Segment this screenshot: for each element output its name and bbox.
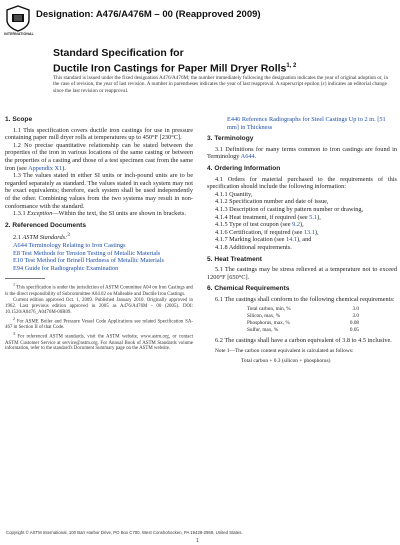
- designation: Designation: A476/A476M – 00 (Reapproved 2009): [36, 9, 261, 20]
- reference-item[interactable]: A644 Terminology Relating to Iron Castings: [13, 242, 126, 249]
- chemical-6-2: 6.2 The castings shall have a carbon equivalent of 3.8 to 4.5 inclusive.: [215, 337, 392, 345]
- astm-standards-label: 2.1 ASTM Standards:$^3$: [13, 232, 70, 242]
- footnote-divider: [5, 278, 45, 279]
- list-item: 4.1.8 Additional requirements.: [215, 243, 292, 251]
- reference-item[interactable]: E10 Test Method for Brinell Hardness of Metallic Materials: [13, 257, 164, 265]
- title-line1: Standard Specification for: [53, 47, 184, 59]
- list-item: 4.1.4 Heat treatment, if required (see 5.1),: [215, 213, 321, 221]
- logo-text: INTERNATIONAL: [4, 32, 34, 36]
- list-item: 4.1.3 Description of casting by pattern number or drawing,: [215, 205, 364, 213]
- page-title: [53, 47, 393, 75]
- right-column: [207, 116, 397, 364]
- chemical-6-1: 6.1 The castings shall conform to the following chemical requirements:: [215, 295, 395, 303]
- notice-text: This standard is issued under the fixed designation A476/A476M; the number immediately following the designation indicates the year of original adoption or, in the case of revision, the year of last revision. A number in parentheses indicates the year of last reapproval. A superscript epsilon (ε) indicates an editorial change since the last revision or reapproval.: [53, 75, 389, 94]
- title-superscript: 1, 2: [286, 62, 297, 69]
- table-row: Silicon, max, % 3.0: [247, 313, 359, 320]
- scope-1-3-1: 1.3.1 Exception—Within the text, the SI units are shown in brackets.: [13, 210, 186, 218]
- ordering-4-1: 4.1 Orders for material purchased to the requirements of this specification should include the following information:: [207, 175, 397, 191]
- note-1: Note 1—The carbon content equivalent is calculated as follows:: [215, 348, 354, 355]
- section-heading-scope: 1. Scope: [5, 116, 33, 123]
- heat-5-1: 5.1 The castings may be stress relieved at a temperature not to exceed 1200°F [650°C].: [207, 266, 397, 281]
- table-row: Phosphorus, max, % 0.08: [247, 320, 359, 327]
- terminology-link[interactable]: A644: [240, 153, 255, 161]
- terminology-3-1: 3.1 Definitions for many terms common to iron castings are found in Terminology A644.: [207, 145, 397, 161]
- scope-1-1: 1.1 This specification covers ductile iron castings for use in pressure containing paper mill dryer rolls at temperatures up to 450°F [230°C].: [5, 126, 193, 142]
- footnote-2: $^2$ For ASME Boiler and Pressure Vessel Code Applications see related Specification SA-467 in Section II of that Code.: [5, 315, 193, 331]
- table-row: Total carbon, min, % 3.0: [247, 306, 359, 313]
- list-item: 4.1.7 Marking location (see 14.1), and: [215, 236, 312, 244]
- list-item: 4.1.6 Certification, if required (see 13.1),: [215, 228, 319, 236]
- list-item: 4.1.1 Quantity,: [215, 190, 253, 198]
- list-item: 4.1.2 Specification number and date of issue,: [215, 198, 329, 206]
- reference-item[interactable]: E446 Reference Radiographs for Steel Castings Up to 2 in. [51 mm] in Thickness: [227, 116, 386, 131]
- copyright-footer: Copyright © ASTM International, 100 Barr Harbor Drive, PO Box C700, West Conshohocken, PA 19428-2959, United States.: [6, 530, 243, 535]
- section-heading-chemical: 6. Chemical Requirements: [207, 285, 290, 293]
- section-heading-terminology: 3. Terminology: [207, 135, 254, 143]
- carbon-equivalent-formula: Total carbon + 0.3 (silicon + phosphorus): [241, 357, 331, 364]
- footnote-3: $^3$ For referenced ASTM standards, visit the ASTM website, www.astm.org, or contact ASTM Customer Service at service@astm.org. For Annual Book of ASTM Standards volume information, refer to the standard's Document Summary page on the ASTM website.: [5, 330, 193, 352]
- chemical-requirements-table: [247, 306, 359, 334]
- page-number: 1: [196, 538, 199, 544]
- reference-item[interactable]: E94 Guide for Radiographic Examination: [13, 264, 119, 272]
- astm-logo-icon: [5, 5, 31, 32]
- section-heading-ordering: 4. Ordering Information: [207, 164, 281, 172]
- appendix-link[interactable]: Appendix X1: [28, 164, 63, 172]
- footnote-1: $^1$ This specification is under the jurisdiction of ASTM Committee A04 on Iron Castings and is the direct responsibility of Subcommittee A04.02 on Malleable and Ductile Iron Castings.: [5, 282, 194, 297]
- title-line2: Ductile Iron Castings for Paper Mill Dryer Rolls$^{1, 2}$: [53, 62, 297, 74]
- scope-1-3: 1.3 The values stated in either SI units or inch-pound units are to be regarded separately as standard. The values stated in each system may not be exact equivalents; therefore, each system shall be used independently of the other. Combining values from the two systems may result in non-conformance with the standard.: [5, 172, 193, 210]
- reference-item[interactable]: E8 Test Methods for Tension Testing of Metallic Materials: [13, 249, 161, 257]
- list-item: 4.1.5 Type of test coupon (see 9.2),: [215, 221, 304, 229]
- section-heading-referenced: 2. Referenced Documents: [5, 221, 86, 229]
- scope-1-2: 1.2 No precise quantitative relationship can be stated between the properties of the iron in various locations of the same casting or between the properties of a casting and those of a test specimen cast from the same iron (see Appendix X1).: [5, 141, 193, 172]
- table-row: Sulfur, max, % 0.05: [247, 327, 359, 334]
- section-heading-heat: 5. Heat Treatment: [207, 255, 262, 263]
- left-column: [5, 116, 193, 352]
- footnote-1b: Current edition approved Oct. 1, 2009. Published January 2010. Originally approved in 1962. Last previous edition approved in 2005 as A476/A476M - 00 (2005). DOI: 10.1520/A0476_A0476M-00R09.: [5, 297, 193, 315]
- standard-notice: [53, 75, 393, 94]
